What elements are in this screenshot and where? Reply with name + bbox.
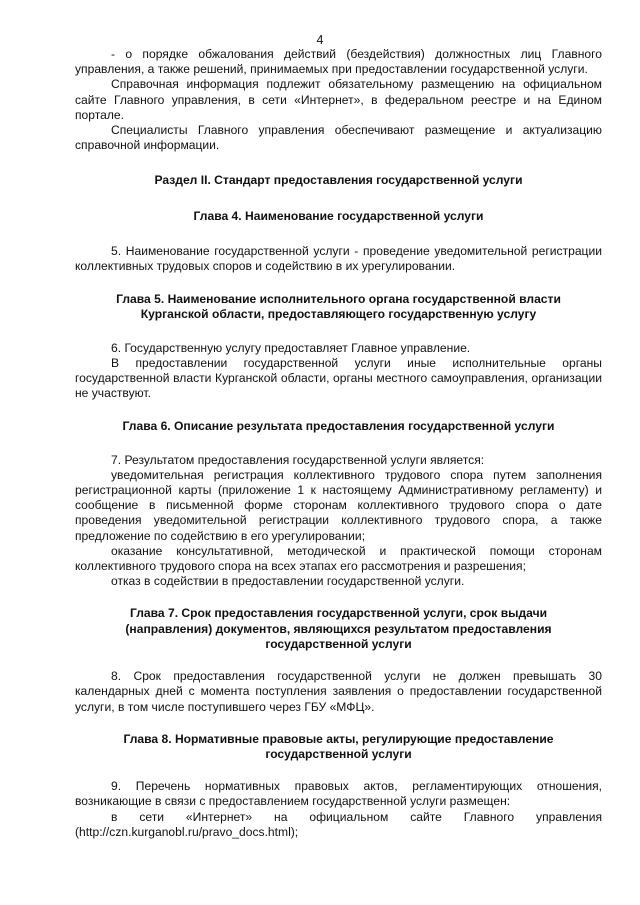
chapter-7-heading-line-2: (направления) документов, являющихся результатом предоставления — [125, 621, 552, 636]
page-number: 4 — [316, 33, 324, 47]
paragraph-specialists: Специалисты Главного управления обеспечивают размещение и актуализацию справочной информации. — [75, 123, 602, 153]
paragraph-8: 8. Срок предоставления государственной услуги не должен превышать 30 календарных дней с момента поступления заявления о предоставлении государственной услуги, в том числе поступившего через ГБУ «МФЦ». — [75, 669, 602, 714]
paragraph-6-participants: В предоставлении государственной услуги иные исполнительные органы государственной власти Курганской области, органы местного самоуправления, организации не участвуют. — [75, 355, 602, 401]
section-2-heading: Раздел II. Стандарт предоставления государственной услуги — [154, 173, 523, 188]
page-body — [75, 47, 602, 840]
chapter-5-heading-line-2: Курганской области, предоставляющего государственную услугу — [140, 307, 537, 322]
paragraph-7-registration: уведомительная регистрация коллективного трудового спора путем заполнения регистрационной карты (приложение 1 к настоящему Административному регламенту) и сообщение в письменной форме сторонам коллективного трудового спора о дате проведения уведомительной регистрации коллективного трудового спора, а также предложение по содействию в его урегулировании; — [75, 467, 602, 543]
paragraph-5: 5. Наименование государственной услуги - проведение уведомительной регистрации коллективных трудовых споров и содействию в их урегулировании. — [75, 243, 602, 274]
paragraph-6: 6. Государственную услугу предоставляет Главное управление. — [111, 340, 471, 355]
paragraph-7: 7. Результатом предоставления государственной услуги является: — [111, 452, 485, 467]
paragraph-appeal-procedure: - о порядке обжалования действий (бездействия) должностных лиц Главного управления, а также решений, принимаемых при предоставлении государственной услуги. — [75, 47, 602, 77]
chapter-8-heading-line-2: государственной услуги — [265, 746, 412, 761]
chapter-7-heading-line-3: государственной услуги — [265, 636, 412, 651]
paragraph-7-refusal: отказ в содействии в предоставлении государственной услуги. — [111, 574, 465, 589]
paragraph-9-link: (http://czn.kurganobl.ru/pravo_docs.html); — [75, 824, 299, 839]
paragraph-9-internet: в сети «Интернет» на официальном сайте Главного управления — [111, 809, 602, 824]
chapter-5-heading-line-1: Глава 5. Наименование исполнительного органа государственной власти — [116, 292, 561, 307]
paragraph-9: 9. Перечень нормативных правовых актов, регламентирующих отношения, возникающие в связи с предоставлением государственной услуги размещен: — [75, 779, 602, 809]
chapter-6-heading: Глава 6. Описание результата предоставления государственной услуги — [122, 419, 555, 434]
chapter-7-heading-line-1: Глава 7. Срок предоставления государственной услуги, срок выдачи — [129, 606, 548, 621]
paragraph-7-assistance: оказание консультативной, методической и практической помощи сторонам коллективного трудового спора на всех этапах его рассмотрения и разрешения; — [75, 543, 602, 574]
chapter-8-heading-line-1: Глава 8. Нормативные правовые акты, регулирующие предоставление — [123, 731, 554, 746]
chapter-4-heading: Глава 4. Наименование государственной услуги — [193, 208, 484, 223]
paragraph-reference-info: Справочная информация подлежит обязательному размещению на официальном сайте Главного управления, в сети «Интернет», в федеральном реестре и на Едином портале. — [75, 77, 602, 122]
